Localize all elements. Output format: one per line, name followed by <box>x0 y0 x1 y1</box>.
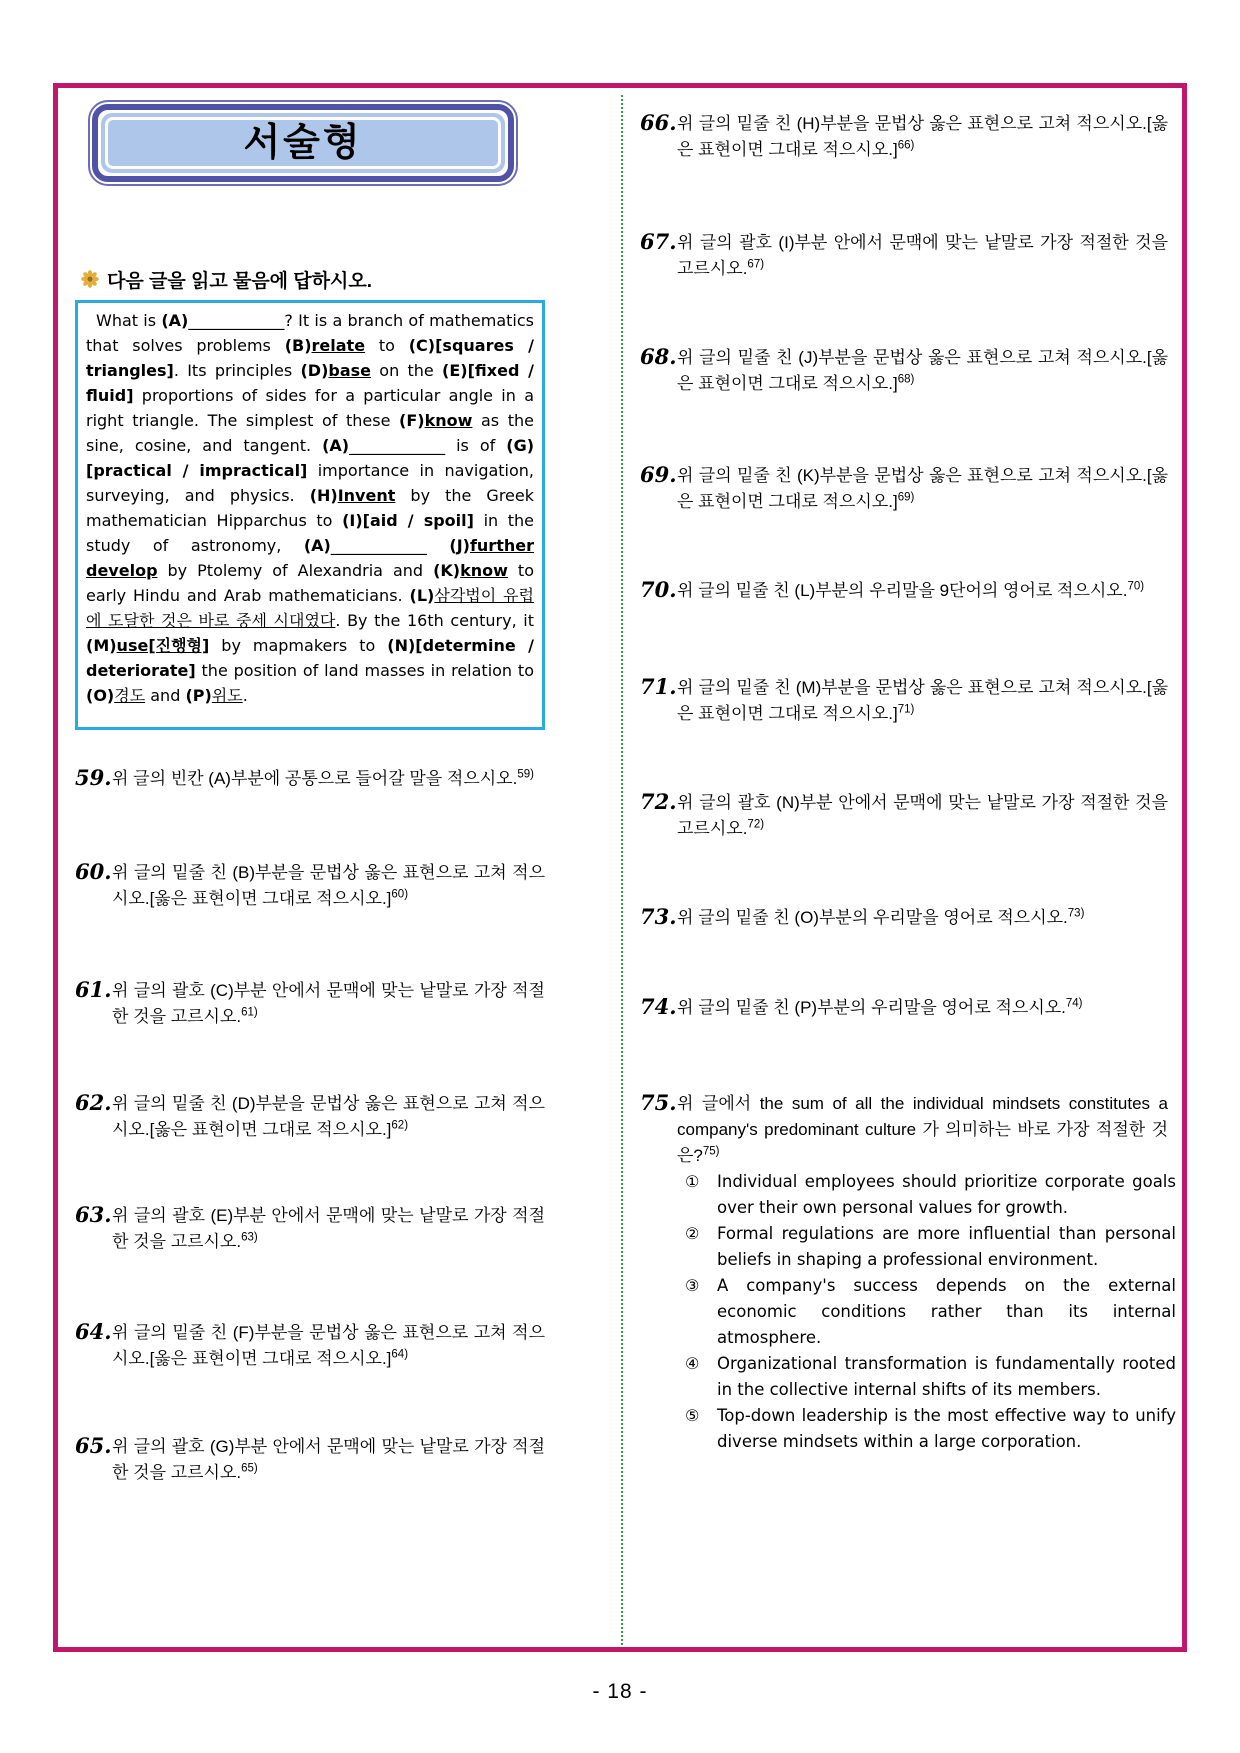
passage-segment: 삼각법이 유럽에 도달한 것은 바로 중세 시대였다 <box>86 586 534 630</box>
question-text: 위 글의 밑줄 친 (L)부분의 우리말을 9단어의 영어로 적으시오.$^{70)}$ <box>677 580 1145 600</box>
question-number: 71. <box>640 674 677 699</box>
question-66 <box>640 111 1168 163</box>
footnote-ref: 62) <box>391 1119 409 1132</box>
passage-segment: (J) <box>449 536 470 555</box>
passage-segment: by Ptolemy of Alexandria and <box>157 561 434 580</box>
passage-segment: (K) <box>433 561 461 580</box>
passage-segment: use[진행형] <box>116 636 210 655</box>
footnote-ref: 63) <box>241 1231 258 1244</box>
question-text: 위 글에서 the sum of all the individual mindsets constitutes a company's predominant culture 가 의미하는 바로 가장 적절한 것은?$^{75)}$ <box>677 1094 1168 1165</box>
question-number: 68. <box>640 344 677 369</box>
question-number: 72. <box>640 789 677 814</box>
option-text: Formal regulations are more influential than personal beliefs in shaping a professional environment. <box>717 1224 1176 1269</box>
footnote-ref: 75) <box>702 1145 720 1158</box>
passage-segment: Invent <box>337 486 396 505</box>
page-number: - 18 - <box>592 1680 648 1703</box>
header-fill-band <box>101 113 505 173</box>
question-text: 위 글의 밑줄 친 (B)부분을 문법상 옳은 표현으로 고쳐 적으시오.[옳은 표현이면 그대로 적으시오.]$^{60)}$ <box>112 863 545 908</box>
footnote-ref: 61) <box>241 1006 258 1019</box>
answer-option <box>685 1169 1176 1221</box>
question-text: 위 글의 밑줄 친 (F)부분을 문법상 옳은 표현으로 고쳐 적으시오.[옳은 표현이면 그대로 적으시오.]$^{64)}$ <box>112 1323 545 1368</box>
section-title: 서술형 <box>243 122 363 164</box>
passage-segment: 위도 <box>211 686 243 705</box>
option-marker: ② <box>685 1224 700 1243</box>
question-number: 65. <box>75 1433 112 1458</box>
option-marker: ⑤ <box>685 1406 700 1425</box>
option-text: Individual employees should prioritize corporate goals over their own personal values for growth. <box>717 1172 1176 1217</box>
option-text: Top-down leadership is the most effective way to unify diverse mindsets within a large corporation. <box>717 1406 1176 1451</box>
passage-segment: (E)[fixed / fluid] <box>86 361 535 405</box>
question-62 <box>75 1091 545 1143</box>
passage-segment: the position of land masses in relation to <box>195 661 534 680</box>
question-text: 위 글의 밑줄 친 (O)부분의 우리말을 영어로 적으시오.$^{73)}$ <box>677 907 1085 927</box>
question-text: 위 글의 밑줄 친 (H)부분을 문법상 옳은 표현으로 고쳐 적으시오.[옳은 표현이면 그대로 적으시오.]$^{66)}$ <box>677 114 1168 159</box>
option-text: A company's success depends on the external economic conditions rather than its internal atmosphere. <box>717 1276 1176 1347</box>
question-64 <box>75 1320 545 1372</box>
passage-segment: What is <box>96 311 162 330</box>
passage-segment: and <box>145 686 186 705</box>
passage-segment: to early Hindu and Arab mathematicians. <box>86 561 534 605</box>
question-number: 70. <box>640 577 677 602</box>
passage-segment: (H) <box>309 486 338 505</box>
question-number: 60. <box>75 859 112 884</box>
answer-option <box>685 1351 1176 1403</box>
passage-segment: (A) <box>161 311 189 330</box>
question-number: 69. <box>640 462 677 487</box>
passage-segment: (N)[determine / deteriorate] <box>86 636 535 680</box>
question-text: 위 글의 밑줄 친 (M)부분을 문법상 옳은 표현으로 고쳐 적으시오.[옳은 표현이면 그대로 적으시오.]$^{71)}$ <box>677 678 1168 723</box>
footnote-ref: 69) <box>897 491 915 504</box>
footnote-ref: 71) <box>897 703 915 716</box>
question-60 <box>75 860 545 912</box>
question-63 <box>75 1203 545 1255</box>
footnote-ref: 74) <box>1065 997 1083 1010</box>
passage-segment: ____________ <box>330 536 450 555</box>
passage-text <box>86 311 534 705</box>
question-text: 위 글의 밑줄 친 (K)부분을 문법상 옳은 표현으로 고쳐 적으시오.[옳은 표현이면 그대로 적으시오.]$^{69)}$ <box>677 466 1168 511</box>
footnote-ref: 60) <box>391 888 409 901</box>
question-text: 위 글의 괄호 (G)부분 안에서 문맥에 맞는 낱말로 가장 적절한 것을 고르시오.$^{65)}$ <box>112 1437 545 1482</box>
passage-segment: know <box>460 561 508 580</box>
passage-segment: . By the 16th century, it <box>335 611 534 630</box>
option-text: Organizational transformation is fundamentally rooted in the collective internal shifts of its members. <box>717 1354 1176 1399</box>
instruction-row <box>80 266 372 292</box>
footnote-ref: 70) <box>1127 580 1145 593</box>
question-text: 위 글의 밑줄 친 (D)부분을 문법상 옳은 표현으로 고쳐 적으시오.[옳은 표현이면 그대로 적으시오.]$^{62)}$ <box>112 1094 545 1139</box>
section-header-box <box>88 100 518 186</box>
passage-segment: (A) <box>303 536 331 555</box>
passage-segment: ____________ <box>349 436 446 455</box>
passage-segment: . <box>242 686 248 705</box>
answer-options <box>685 1169 1176 1455</box>
question-number: 73. <box>640 904 677 929</box>
footnote-ref: 59) <box>517 768 534 781</box>
question-70 <box>640 578 1168 604</box>
question-number: 61. <box>75 977 112 1002</box>
question-text: 위 글의 빈칸 (A)부분에 공통으로 들어갈 말을 적으시오.$^{59)}$ <box>112 768 534 788</box>
answer-option <box>685 1273 1176 1351</box>
passage-segment: (O) <box>86 686 115 705</box>
question-text: 위 글의 밑줄 친 (J)부분을 문법상 옳은 표현으로 고쳐 적으시오.[옳은 표현이면 그대로 적으시오.]$^{68)}$ <box>677 348 1168 393</box>
option-marker: ① <box>685 1172 700 1191</box>
passage-segment: by the Greek mathematician Hipparchus to <box>86 486 534 530</box>
passage-segment: proportions of sides for a particular angle in a right triangle. The simplest of these <box>86 386 534 430</box>
answer-option <box>685 1403 1176 1455</box>
passage-segment: (P) <box>185 686 212 705</box>
question-72 <box>640 790 1168 842</box>
passage-segment: (G)[practical / impractical] <box>86 436 535 480</box>
passage-segment: in the study of astronomy, <box>86 511 535 555</box>
footnote-ref: 68) <box>897 373 915 386</box>
question-68 <box>640 345 1168 397</box>
passage-segment: importance in navigation, surveying, and physics. <box>86 461 535 505</box>
question-text: 위 글의 괄호 (N)부분 안에서 문맥에 맞는 낱말로 가장 적절한 것을 고르시오.$^{72)}$ <box>677 793 1168 838</box>
passage-segment: . Its principles <box>173 361 301 380</box>
header-mid-ring <box>92 104 514 182</box>
question-text: 위 글의 괄호 (I)부분 안에서 문맥에 맞는 낱말로 가장 적절한 것을 고르시오.$^{67)}$ <box>677 233 1168 278</box>
question-73 <box>640 905 1168 931</box>
passage-segment: to <box>365 336 409 355</box>
question-number: 67. <box>640 229 677 254</box>
passage-segment: base <box>328 361 371 380</box>
question-69 <box>640 463 1168 515</box>
passage-segment: (I)[aid / spoil] <box>342 511 474 530</box>
passage-segment: (A) <box>322 436 350 455</box>
option-marker: ④ <box>685 1354 700 1373</box>
passage-segment: 경도 <box>114 686 146 705</box>
question-number: 64. <box>75 1319 112 1344</box>
footnote-ref: 73) <box>1067 907 1085 920</box>
column-divider-dotted <box>621 95 623 1645</box>
footnote-ref: 65) <box>241 1462 258 1475</box>
passage-segment: (D) <box>300 361 329 380</box>
passage-segment: as the sine, cosine, and tangent. <box>86 411 534 455</box>
question-text: 위 글의 괄호 (E)부분 안에서 문맥에 맞는 낱말로 가장 적절한 것을 고르시오.$^{63)}$ <box>112 1206 545 1251</box>
passage-segment: is of <box>445 436 507 455</box>
footnote-ref: 64) <box>391 1348 409 1361</box>
passage-segment: further develop <box>86 536 534 580</box>
passage-segment: (L) <box>409 586 435 605</box>
passage-segment: ? It is a branch of mathematics that solves problems <box>86 311 534 355</box>
footnote-ref: 67) <box>747 258 765 271</box>
question-text: 위 글의 괄호 (C)부분 안에서 문맥에 맞는 낱말로 가장 적절한 것을 고르시오.$^{61)}$ <box>112 981 545 1026</box>
passage-segment: on the <box>371 361 443 380</box>
question-number: 74. <box>640 994 677 1019</box>
footnote-ref: 72) <box>747 818 765 831</box>
question-number: 62. <box>75 1090 112 1115</box>
question-number: 63. <box>75 1202 112 1227</box>
passage-segment: (B) <box>284 336 312 355</box>
flower-icon <box>80 269 100 289</box>
question-number: 66. <box>640 110 677 135</box>
question-text: 위 글의 밑줄 친 (P)부분의 우리말을 영어로 적으시오.$^{74)}$ <box>677 997 1083 1017</box>
question-number: 75. <box>640 1090 677 1115</box>
instruction-text: 다음 글을 읽고 물음에 답하시오. <box>107 270 372 292</box>
option-marker: ③ <box>685 1276 700 1295</box>
passage-segment: (C)[squares / triangles] <box>86 336 534 380</box>
passage-segment: (F) <box>399 411 425 430</box>
question-61 <box>75 978 545 1030</box>
passage-segment: know <box>424 411 473 430</box>
question-67 <box>640 230 1168 282</box>
passage-segment: (M) <box>86 636 117 655</box>
passage-segment: relate <box>311 336 366 355</box>
question-75 <box>640 1090 1176 1455</box>
answer-option <box>685 1221 1176 1273</box>
passage-box <box>75 300 545 730</box>
passage-segment: by mapmakers to <box>209 636 388 655</box>
question-74 <box>640 995 1168 1021</box>
footnote-ref: 66) <box>897 139 915 152</box>
question-number: 59. <box>75 765 112 790</box>
question-71 <box>640 675 1168 727</box>
header-outer-ring <box>88 100 518 186</box>
passage-segment: ____________ <box>188 311 285 330</box>
header-inner-ring <box>105 117 501 169</box>
question-59 <box>75 766 545 792</box>
question-65 <box>75 1434 545 1486</box>
